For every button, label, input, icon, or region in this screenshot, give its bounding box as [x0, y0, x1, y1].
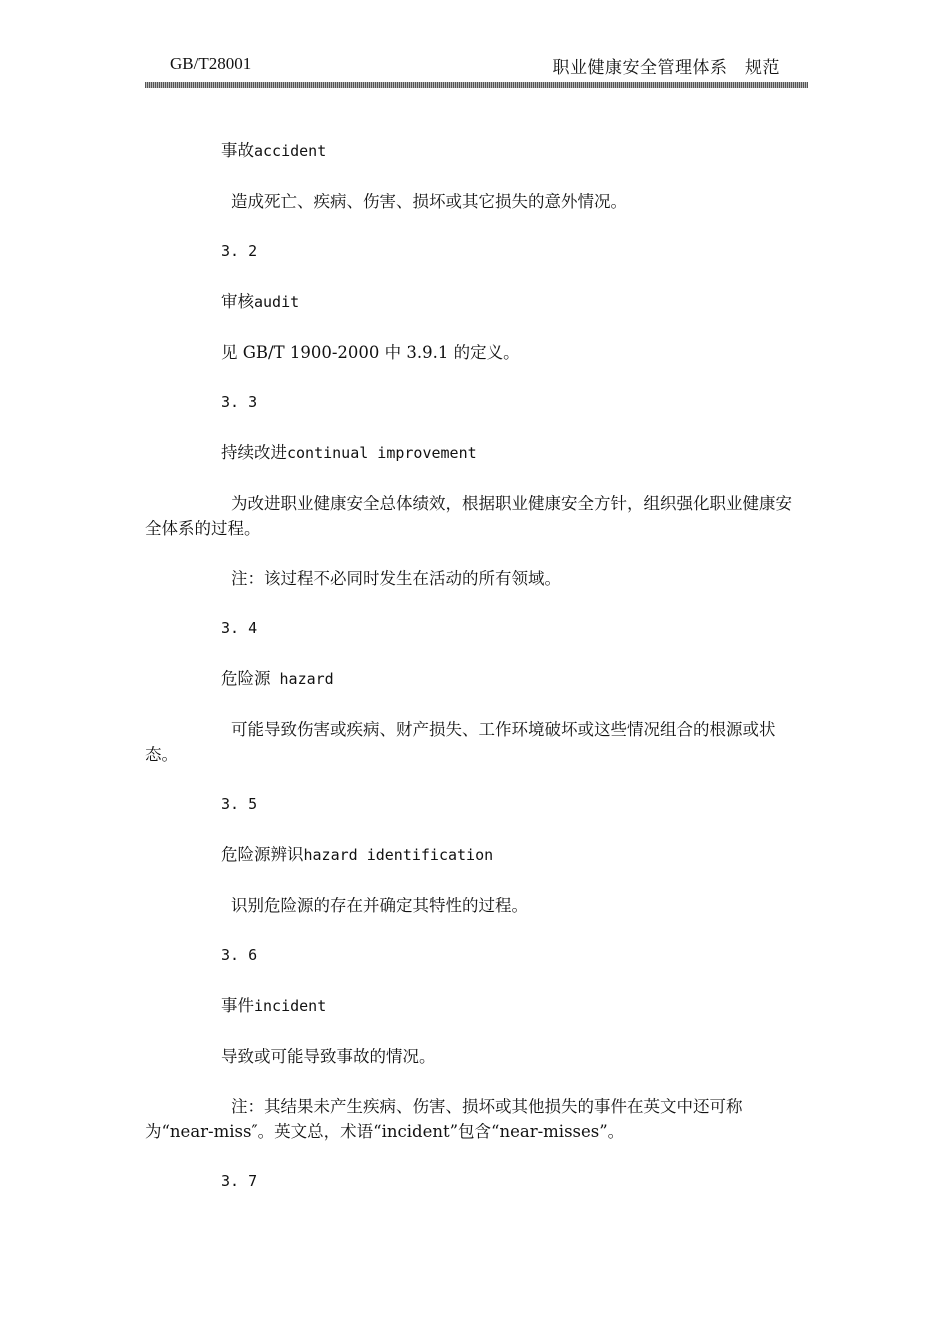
page-header [145, 52, 808, 78]
term-hazard-identification: 危险源辨识hazard identification [221, 845, 494, 864]
clause-number: 3. 5 [221, 795, 258, 813]
standard-number: GB/T28001 [170, 54, 252, 73]
term-accident: 事故accident [221, 141, 327, 160]
term-hazard: 危险源 hazard [221, 669, 334, 688]
definition-audit: 见 GB/T 1900-2000 中 3.9.1 的定义。 [221, 343, 520, 362]
clause-number: 3. 2 [221, 242, 258, 260]
clause-number: 3. 6 [221, 946, 258, 964]
clause-number: 3. 4 [221, 619, 258, 637]
definition-incident: 导致或可能导致事故的情况。 [221, 1047, 436, 1066]
note-incident: 注：其结果未产生疾病、伤害、损坏或其他损失的事件在英文中还可称为“near-miss″。英文总，术语“incident”包含“near-misses”。 [145, 1097, 743, 1141]
header-rule [145, 82, 808, 88]
definition-hazard: 可能导致伤害或疾病、财产损失、工作环境破坏或这些情况组合的根源或状态。 [145, 720, 776, 764]
clause-number: 3. 3 [221, 393, 258, 411]
definition-continual-improvement: 为改进职业健康安全总体绩效，根据职业健康安全方针，组织强化职业健康安全体系的过程。 [145, 494, 792, 538]
note-continual-improvement: 注：该过程不必同时发生在活动的所有领域。 [231, 569, 561, 588]
document-body [145, 138, 808, 1194]
document-title: 职业健康安全管理体系 规范 [552, 58, 780, 78]
term-audit: 审核audit [221, 292, 300, 311]
term-incident: 事件incident [221, 996, 327, 1015]
clause-number: 3. 7 [221, 1172, 258, 1190]
definition-hazard-identification: 识别危险源的存在并确定其特性的过程。 [231, 896, 528, 915]
definition-accident: 造成死亡、疾病、伤害、损坏或其它损失的意外情况。 [231, 192, 627, 211]
term-continual-improvement: 持续改进continual improvement [221, 443, 477, 462]
